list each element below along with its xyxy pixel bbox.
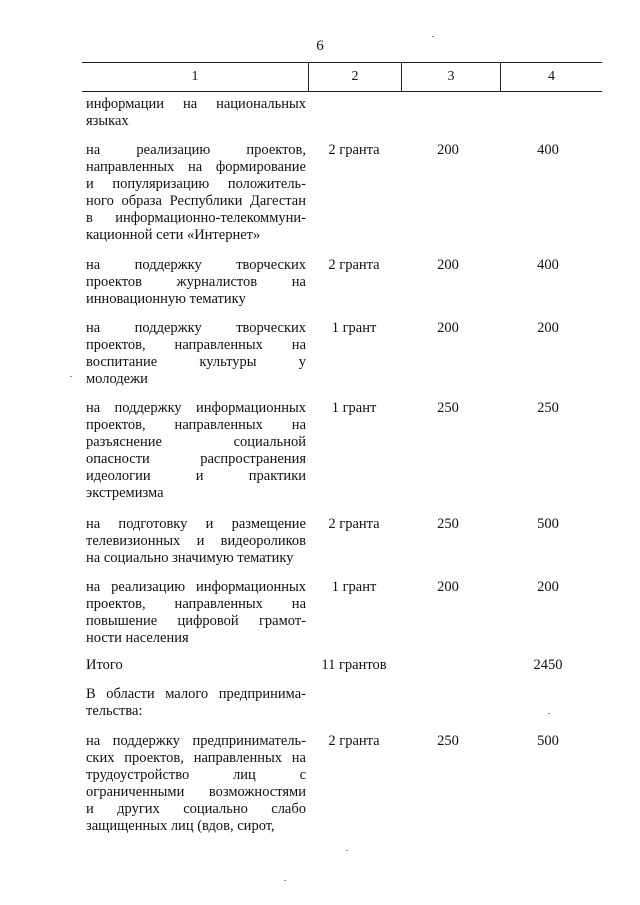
description-line: на поддержку предприниматель- — [86, 733, 306, 749]
total-amount: 400 — [537, 142, 559, 158]
row-description — [86, 579, 306, 647]
description-line: ских проектов, направленных на — [86, 750, 306, 766]
grant-amount: 250 — [437, 400, 459, 416]
header-col-4: 4 — [548, 69, 555, 84]
row-description — [86, 657, 306, 674]
description-line: В области малого предпринима- — [86, 686, 306, 702]
page-number: 6 — [316, 38, 324, 54]
grant-count: 1 грант — [331, 400, 377, 416]
total-amount: 2450 — [533, 657, 563, 673]
description-line: ности населения — [86, 630, 189, 646]
scan-speck — [70, 376, 72, 377]
grant-amount: 250 — [437, 733, 459, 749]
row-description — [86, 733, 306, 835]
description-line: инновационную тематику — [86, 291, 246, 307]
description-line: телевизионных и видеороликов — [86, 533, 306, 549]
grant-amount: 200 — [437, 257, 459, 273]
description-line: на подготовку и размещение — [86, 516, 306, 532]
scan-speck — [432, 36, 434, 37]
description-line: информации на национальных — [86, 96, 306, 112]
grant-count: 2 гранта — [328, 257, 380, 273]
description-line: на реализацию проектов, — [86, 142, 306, 158]
description-line: языках — [86, 113, 129, 129]
description-line: идеологии и практики — [86, 468, 306, 484]
row-description — [86, 320, 306, 388]
total-amount: 400 — [537, 257, 559, 273]
description-line: ного образа Республики Дагестан — [86, 193, 306, 209]
total-amount: 500 — [537, 733, 559, 749]
grant-amount: 200 — [437, 142, 459, 158]
description-line: защищенных лиц (вдов, сирот, — [86, 818, 275, 834]
description-line: повышение цифровой грамот- — [86, 613, 306, 629]
description-line: молодежи — [86, 371, 148, 387]
description-line: разъяснение социальной — [86, 434, 306, 450]
grant-amount: 200 — [437, 320, 459, 336]
description-line: на реализацию информационных — [86, 579, 306, 595]
total-amount: 500 — [537, 516, 559, 532]
description-line: Итого — [86, 657, 123, 673]
description-line: ограниченными возможностями — [86, 784, 306, 800]
description-line: в информационно-телекоммуни- — [86, 210, 306, 226]
description-line: экстремизма — [86, 485, 164, 501]
description-line: воспитание культуры у — [86, 354, 306, 370]
grant-count: 2 гранта — [328, 142, 380, 158]
description-line: опасности распространения — [86, 451, 306, 467]
header-col-2: 2 — [351, 69, 359, 84]
scan-speck — [284, 880, 286, 881]
row-description — [86, 142, 306, 244]
grant-amount: 200 — [437, 579, 459, 595]
description-line: и других социально слабо — [86, 801, 306, 817]
total-amount: 250 — [537, 400, 559, 416]
grant-count: 1 грант — [331, 579, 377, 595]
grant-count: 1 грант — [331, 320, 377, 336]
description-line: кационной сети «Интернет» — [86, 227, 261, 243]
description-line: на поддержку творческих — [86, 257, 306, 273]
header-col-1: 1 — [191, 69, 199, 84]
row-description — [86, 96, 306, 130]
description-line: направленных на формирование — [86, 159, 306, 175]
description-line: тельства: — [86, 703, 143, 719]
grant-count: 2 гранта — [328, 733, 380, 749]
scan-speck — [548, 713, 550, 714]
grant-count: 11 грантов — [321, 657, 387, 673]
description-line: проектов, направленных на — [86, 337, 306, 353]
description-line: проектов, направленных на — [86, 417, 306, 433]
total-amount: 200 — [537, 320, 559, 336]
grant-count: 2 гранта — [328, 516, 380, 532]
header-col-3: 3 — [447, 69, 455, 84]
description-line: проектов журналистов на — [86, 274, 306, 290]
row-description — [86, 686, 306, 720]
grant-amount: 250 — [437, 516, 459, 532]
row-description — [86, 257, 306, 308]
description-line: на поддержку творческих — [86, 320, 306, 336]
scan-speck — [346, 850, 348, 851]
row-description — [86, 400, 306, 502]
row-description — [86, 516, 306, 567]
description-line: на социально значимую тематику — [86, 550, 294, 566]
description-line: на поддержку информационных — [86, 400, 306, 416]
description-line: трудоустройство лиц с — [86, 767, 306, 783]
description-line: проектов, направленных на — [86, 596, 306, 612]
table-header — [82, 62, 602, 92]
total-amount: 200 — [537, 579, 559, 595]
description-line: и популяризацию положитель- — [86, 176, 306, 192]
